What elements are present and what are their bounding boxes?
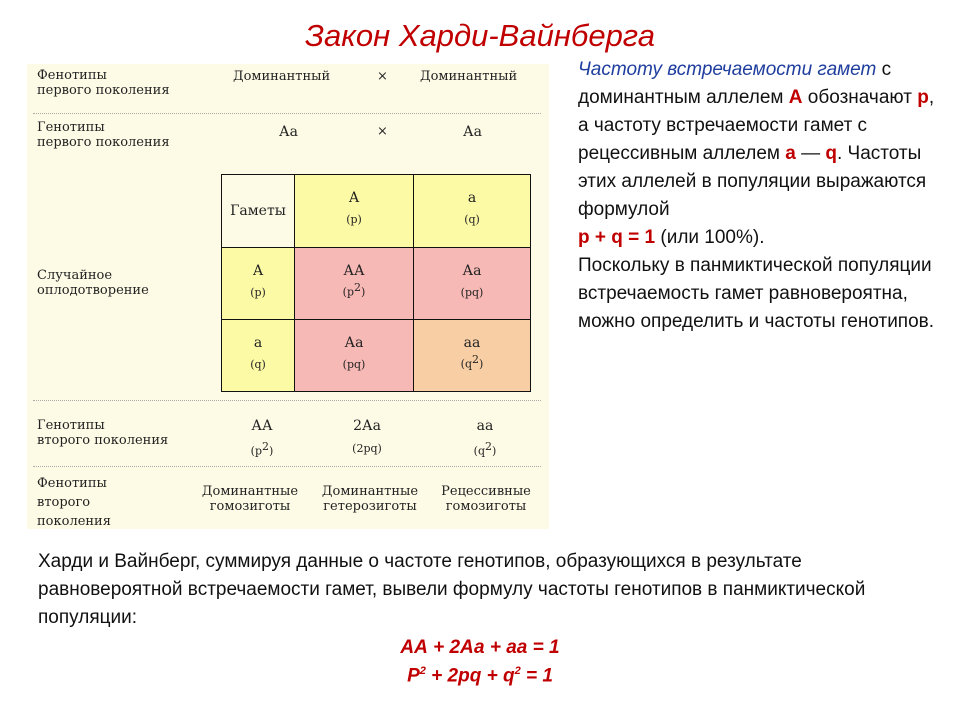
phenotype-recessive-homozygotes: Рецессивные гомозиготы bbox=[441, 484, 531, 514]
phenotype-right: Доминантный bbox=[420, 69, 518, 84]
phenotypes-second-label: Фенотипы второго поколения bbox=[37, 476, 111, 529]
genotype-left: Аа bbox=[279, 124, 298, 140]
genotype-AA: АА $(p^2)$ bbox=[250, 418, 274, 458]
cell-Aa-1: Аа (pq) bbox=[413, 247, 531, 320]
phenotype-left: Доминантный bbox=[233, 69, 331, 84]
cell-Aa-2: Аа (pq) bbox=[294, 319, 414, 392]
genotype-aa: аа $(q^2)$ bbox=[473, 418, 497, 458]
cross-symbol: × bbox=[377, 69, 388, 84]
cell-aa: аа $(q^2)$ bbox=[413, 319, 531, 392]
gamete-A-cell: А (p) bbox=[294, 174, 414, 248]
genotype-2Aa: 2Аа (2pq) bbox=[352, 418, 382, 455]
genotypes-second-label: Генотипы второго поколения bbox=[37, 418, 169, 448]
genotype-right: Аа bbox=[463, 124, 482, 140]
phenotype-dominant-heterozygotes: Доминантные гетерозиготы bbox=[321, 484, 419, 514]
divider-2 bbox=[33, 400, 541, 401]
cell-AA: АА $(p^2)$ bbox=[294, 247, 414, 320]
summary-text: Харди и Вайнберг, суммируя данные о частоте генотипов, образующихся в результате равновероятной встречаемости гамет, вывели формулу частоты генотипов в панмиктической популяции: bbox=[38, 551, 866, 628]
genotypes-first-label: Генотипы первого поколения bbox=[37, 120, 170, 150]
punnett-panel bbox=[27, 64, 549, 529]
divider-1 bbox=[33, 113, 541, 114]
phenotypes-first-label: Фенотипы первого поколения bbox=[37, 68, 170, 98]
formula-genotypes: АА + 2Аа + аа = 1 bbox=[400, 637, 560, 658]
phenotype-dominant-homozygotes: Доминантные гомозиготы bbox=[201, 484, 299, 514]
random-fertilization-label: Случайное оплодотворение bbox=[37, 268, 149, 298]
row-a-cell: а (q) bbox=[221, 319, 295, 392]
divider-3 bbox=[33, 466, 541, 467]
cross-symbol-2: × bbox=[377, 124, 388, 139]
allele-formula: p + q = 1 bbox=[578, 227, 656, 248]
slide-title: Закон Харди-Вайнберга bbox=[305, 18, 655, 53]
formula-frequencies: $P^2 + 2pq + q^2 = 1$ bbox=[407, 665, 553, 687]
explanation-text: Частоту встречаемости гамет с доминантным аллелем А обозначают р, а частоту встречаемости гамет с рецессивным аллелем а — q. Частоты этих аллелей в популяции выражаются формулой p + q = 1 (или 100%). Поскольку в панмиктической популяции встречаемость гамет равновероятна, можно определить и частоты генотипов. bbox=[578, 59, 935, 332]
gamete-a-cell: а (q) bbox=[413, 174, 531, 248]
row-A-cell: А (p) bbox=[221, 247, 295, 320]
gametes-header-cell: Гаметы bbox=[221, 174, 295, 248]
